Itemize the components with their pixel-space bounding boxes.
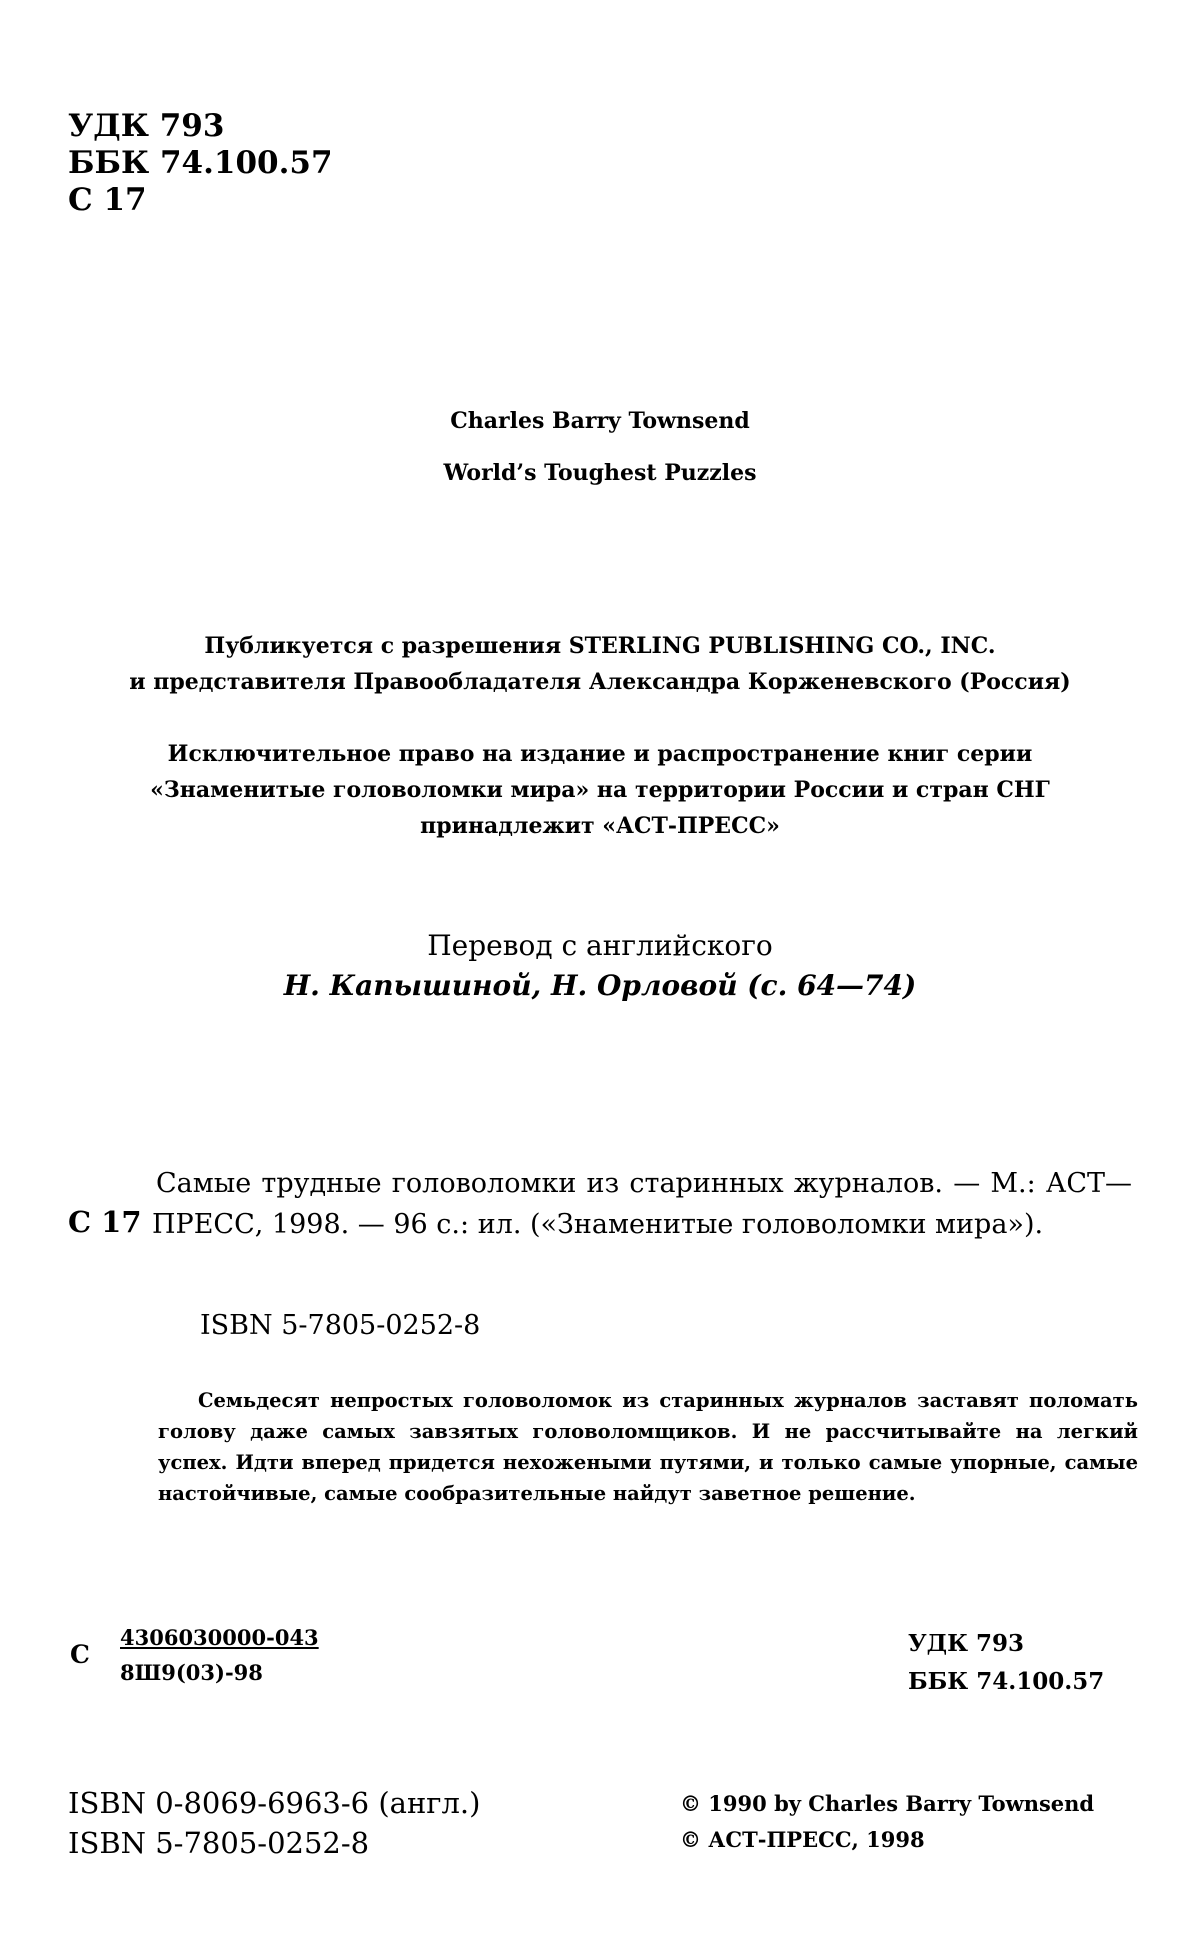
isbn-block [68, 1783, 480, 1863]
catalog-series: 8Ш9(03)-98 [120, 1660, 263, 1685]
isbn-russian: ISBN 5-7805-0252-8 [68, 1826, 370, 1860]
permission-line-1: Публикуется с разрешения STERLING PUBLISHING CO., INC. [204, 633, 996, 659]
rights-notice [0, 736, 1200, 844]
original-title: World’s Toughest Puzzles [443, 460, 757, 486]
udk-code: УДК 793 [68, 108, 225, 144]
bibliography-code: С 17 [68, 1205, 142, 1239]
copyright-line-1: © 1990 by Charles Barry Townsend [680, 1791, 1095, 1816]
original-author: Charles Barry Townsend [450, 408, 750, 434]
annotation: Семьдесят непростых головоломок из старинных журналов заставят поломать голову даже самых завзятых головоломщиков. И не рассчитывайте на легкий успех. Идти вперед придется нехожеными путями, и только самые упорные, самые настойчивые, самые сообразительные найдут заветное решение. [158, 1389, 1138, 1505]
rights-line-2: «Знаменитые головоломки мира» на территории России и стран СНГ [150, 777, 1050, 803]
bottom-classification [908, 1625, 1104, 1701]
permission-line-2: и представителя Правообладателя Александра Корженевского (Россия) [129, 669, 1071, 695]
rights-line-1: Исключительное право на издание и распространение книг серии [167, 741, 1033, 767]
permission-notice [0, 628, 1200, 700]
catalog-letter: С [70, 1640, 90, 1669]
copyright-block [680, 1786, 1094, 1858]
author-mark: С 17 [68, 182, 147, 218]
bibliography-isbn: ISBN 5-7805-0252-8 [200, 1310, 481, 1341]
rights-line-3: принадлежит «АСТ-ПРЕСС» [420, 813, 780, 839]
bottom-bbk: ББК 74.100.57 [908, 1668, 1105, 1695]
classification-block [68, 108, 333, 219]
bibliography-entry: Самые трудные головоломки из старинных журналов. — М.: АСТ—ПРЕСС, 1998. — 96 с.: ил. («Знаменитые головоломки мира»). [152, 1168, 1132, 1240]
bottom-udk: УДК 793 [908, 1630, 1025, 1657]
translators: Н. Капышиной, Н. Орловой (с. 64—74) [283, 969, 917, 1002]
translation-label: Перевод с английского [427, 929, 773, 962]
catalog-number: 4306030000-043 [120, 1625, 319, 1650]
copyright-line-2: © АСТ-ПРЕСС, 1998 [680, 1827, 925, 1852]
bbk-code: ББК 74.100.57 [68, 145, 333, 181]
isbn-english: ISBN 0-8069-6963-6 (англ.) [68, 1786, 481, 1820]
